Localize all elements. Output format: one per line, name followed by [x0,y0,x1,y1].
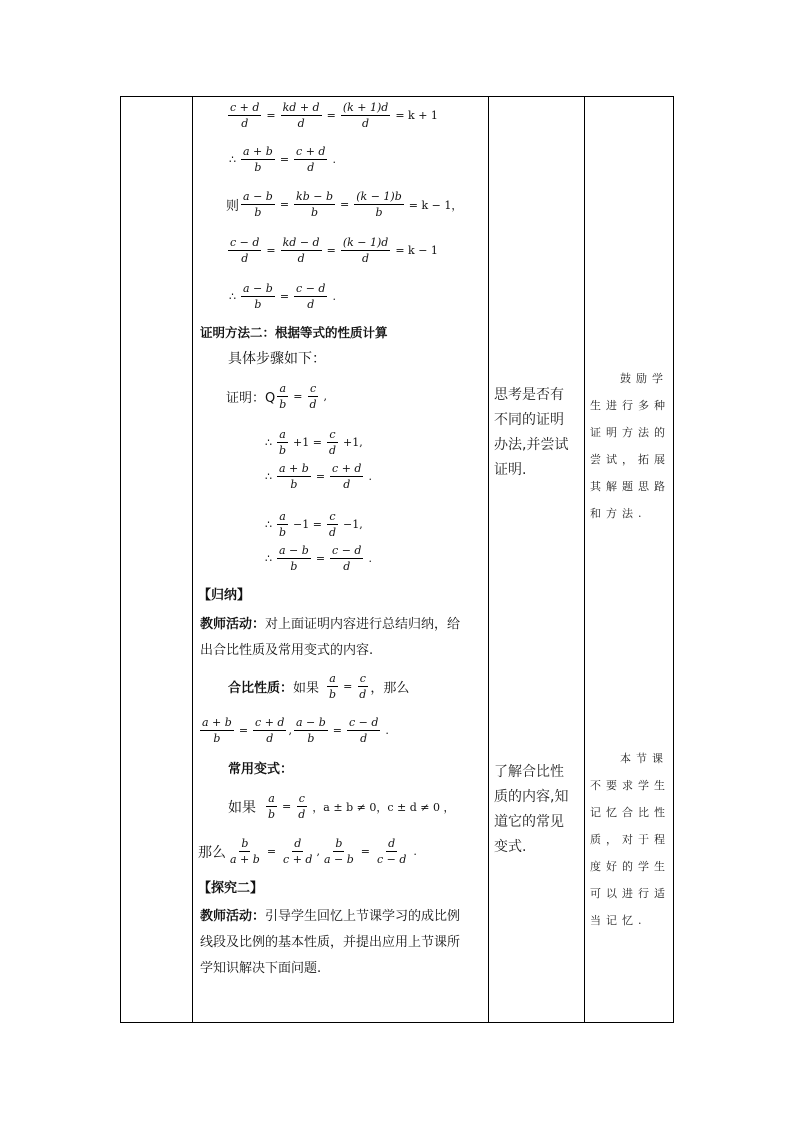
teacher-activity-1-cont: 出合比性质及常用变式的内容. [200,643,374,658]
fraction-denominator: d [359,688,367,701]
design-note-line: 当记忆. [590,914,647,927]
design-note-line: 记忆合比性 [590,806,670,819]
equation-tail: . [368,552,372,565]
method-two-heading: 证明方法二：根据等式的性质计算 [200,325,388,340]
equation-row-4: $\frac{c - d}{d}$ = $\frac{kd - d}{d}$ = $\frac{(k - 1)d}{d}$ = k − 1 [230,236,438,265]
fraction-denominator: d [307,298,315,311]
fraction-denominator: b [254,206,262,219]
variant-condition: 如果 $\frac{a}{b}$ = $\frac{c}{d}$ ，a ± b ≠ 0，c ± d ≠ 0 ， [228,792,455,821]
fraction-numerator: kd − d [282,236,320,249]
fraction-denominator: b [290,478,298,491]
proof-label: 证明：Q [226,391,276,406]
then-label: ，那么 [370,681,410,696]
teacher-activity-2-line-3: 学知识解决下面问题. [200,961,322,976]
fraction-denominator: d [328,526,337,539]
design-note-2 [590,745,670,934]
then-label: 那么 [198,844,226,861]
fraction-numerator: c [309,382,317,395]
if-label: 如果 [228,799,256,816]
separator: , [288,724,292,737]
fraction-numerator: b [335,837,343,850]
fraction-numerator: c + d [296,145,326,158]
fraction-denominator: b [307,732,315,745]
therefore-symbol: ∴ [229,153,236,166]
equation-tail: . [385,724,389,737]
equation-row-5: ∴ $\frac{a - b}{b}$ = $\frac{c - d}{d}$ . [229,282,336,311]
fraction-numerator: c + d [255,716,285,729]
equation-tail: +1, [343,436,363,449]
proof-given: 证明：Q $\frac{a}{b}$ = $\frac{c}{d}$ , [226,382,328,411]
fraction-numerator: a [329,672,336,685]
fraction-numerator: c [359,672,366,685]
equation-operator: +1 = [293,436,322,449]
teacher-activity-label: 教师活动： [200,617,266,632]
teacher-activity-text: 对上面证明内容进行总结归纳，给 [265,617,461,632]
fraction-denominator: b [254,298,262,311]
equation-tail: = k − 1， [408,198,463,212]
fraction-numerator: (k − 1)b [356,190,402,203]
fraction-numerator: a − b [243,190,273,203]
table-top-border [120,96,674,97]
fraction-numerator: (k − 1)d [342,236,389,249]
teacher-activity-text: 引导学生回忆上节课学习的成比例 [265,909,461,924]
design-note-line: 质，对于程 [590,833,670,846]
fraction-numerator: c − d [296,282,326,295]
therefore-symbol: ∴ [265,436,272,449]
student-activity-1 [494,383,568,483]
table-left-border [120,96,121,1023]
fraction-denominator: d [307,161,315,174]
fraction-denominator: a − b [323,853,354,866]
fraction-denominator: d [343,478,351,491]
fraction-denominator: d [297,252,305,265]
hebi-property: 合比性质： 如果 $\frac{a}{b}$ = $\frac{c}{d}$ ，那么 [228,672,410,701]
separator: , [316,845,320,858]
fraction-numerator: a [279,382,287,395]
fraction-numerator: a [279,428,286,441]
fraction-denominator: d [241,117,249,130]
fraction-denominator: c − d [376,853,407,866]
equation-tail: . [413,845,417,858]
fraction-denominator: d [241,252,249,265]
fraction-denominator: b [213,732,221,745]
fraction-numerator: kb − b [296,190,334,203]
fraction-numerator: c + d [332,462,362,475]
fraction-denominator: d [309,398,317,411]
equation-tail: −1, [343,518,363,531]
fraction-numerator: c − d [230,236,260,249]
fraction-denominator: d [328,444,337,457]
equation-row-2: ∴ $\frac{a + b}{b}$ = $\frac{c + d}{d}$ . [229,145,336,174]
design-note-line: 尝试，拓展 [590,453,670,466]
fraction-numerator: c [329,428,336,441]
student-activity-2 [494,760,568,860]
fraction-denominator: b [268,808,276,821]
fraction-numerator: c + d [230,101,260,114]
design-note-line: 生进行多种 [590,399,670,412]
fraction-numerator: kd + d [282,101,320,114]
proof-step-3 [262,510,366,539]
student-activity-line: 了解合比性 [494,764,564,780]
summary-heading: 【归纳】 [198,588,251,603]
therefore-symbol: ∴ [265,552,272,565]
design-note-1 [590,365,670,527]
fraction-numerator: a − b [243,282,273,295]
table-bottom-border [120,1022,674,1023]
design-note-line: 本节课 [620,752,668,765]
proof-step-1 [262,428,366,457]
hebi-result: $\frac{a + b}{b}$ = $\frac{c + d}{d}$ , $\frac{a - b}{b}$ = $\frac{c - d}{d}$ . [202,716,389,745]
fraction-denominator: b [279,398,287,411]
fraction-denominator: b [290,560,298,573]
fraction-denominator: d [362,252,370,265]
student-activity-line: 不同的证明 [494,412,564,428]
design-note-line: 鼓励学 [620,372,668,385]
teacher-activity-label: 教师活动： [200,909,266,924]
teacher-activity-2 [200,904,484,929]
fraction-numerator: a [279,510,286,523]
student-activity-line: 变式. [494,839,527,855]
fraction-denominator: d [362,117,370,130]
teacher-activity-2-line-2: 线段及比例的基本性质，并提出应用上节课所 [200,935,461,950]
design-note-line: 可以进行适 [590,887,670,900]
equation-row-3: 则 $\frac{a - b}{b}$ = $\frac{kb - b}{b}$ = $\frac{(k - 1)b}{b}$ = k − 1， [226,190,463,219]
fraction-numerator: b [241,837,249,850]
fraction-numerator: a + b [279,462,309,475]
variant-result: 那么 $\frac{b}{a + b}$ = $\frac{d}{c + d}$ , $\frac{b}{a - b}$ = $\frac{d}{c - d}$ . [198,837,417,866]
therefore-symbol: ∴ [265,470,272,483]
fraction-numerator: c [298,792,305,805]
proof-step-4: ∴ $\frac{a - b}{b}$ = $\frac{c - d}{d}$ . [265,544,372,573]
fraction-denominator: c + d [283,853,313,866]
therefore-symbol: ∴ [229,290,236,303]
table-divider-3 [584,96,585,1023]
student-activity-line: 道它的常见 [494,814,564,830]
teacher-activity-1 [200,612,484,637]
equation-row-1: $\frac{c + d}{d}$ = $\frac{kd + d}{d}$ = $\frac{(k + 1)d}{d}$ = k + 1 [230,101,438,130]
fraction-numerator: a + b [202,716,232,729]
design-note-line: 其解题思路 [590,480,670,493]
hebi-label: 合比性质： [228,681,294,696]
student-activity-line: 办法,并尝试 [494,437,569,453]
table-right-border [673,96,674,1023]
fraction-denominator: b [329,688,337,701]
design-note-line: 度好的学生 [590,860,670,873]
fraction-numerator: (k + 1)d [342,101,389,114]
then-label: 则 [226,199,240,214]
table-divider-1 [192,96,193,1023]
proof-step-2: ∴ $\frac{a + b}{b}$ = $\frac{c + d}{d}$ . [265,462,372,491]
student-activity-line: 证明. [494,462,527,478]
steps-label: 具体步骤如下： [228,351,326,367]
fraction-denominator: d [297,117,305,130]
equation-tail: . [332,153,336,166]
fraction-denominator: d [298,808,306,821]
equation-tail: = k − 1 [395,244,438,257]
design-note-line: 证明方法的 [590,426,670,439]
fraction-numerator: c − d [332,544,362,557]
fraction-numerator: c [329,510,336,523]
fraction-denominator: b [279,526,287,539]
student-activity-line: 质的内容,知 [494,789,569,805]
variant-label: 常用变式： [228,762,294,777]
table-divider-2 [488,96,489,1023]
design-note-line: 不要求学生 [590,779,670,792]
design-note-line: 和方法. [590,507,647,520]
therefore-symbol: ∴ [265,518,272,531]
condition-text: ，a ± b ≠ 0，c ± d ≠ 0 ， [312,800,455,814]
equation-tail: . [332,290,336,303]
fraction-numerator: a − b [279,544,309,557]
fraction-denominator: b [311,206,319,219]
fraction-numerator: a [268,792,275,805]
student-activity-line: 思考是否有 [494,387,564,403]
equation-tail: . [368,470,372,483]
fraction-numerator: d [294,837,302,850]
fraction-denominator: a + b [230,853,260,866]
if-label: 如果 [293,681,320,696]
fraction-numerator: c − d [348,716,379,729]
fraction-numerator: d [388,837,396,850]
fraction-denominator: d [360,732,368,745]
fraction-denominator: d [266,732,274,745]
equation-operator: −1 = [293,518,322,531]
fraction-numerator: a + b [243,145,273,158]
fraction-numerator: a − b [295,716,326,729]
fraction-denominator: b [254,161,262,174]
equation-tail: = k + 1 [395,109,438,122]
fraction-denominator: d [343,560,351,573]
fraction-denominator: b [279,444,287,457]
fraction-denominator: b [375,206,383,219]
explore-two-heading: 【探究二】 [198,881,264,896]
